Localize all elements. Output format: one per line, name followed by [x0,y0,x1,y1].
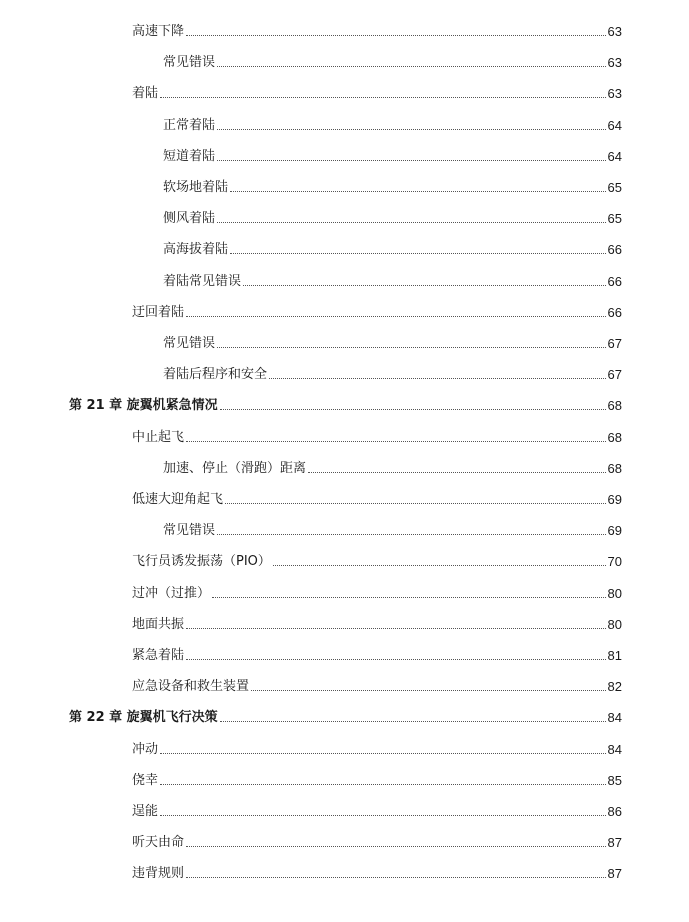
toc-entry[interactable] [132,675,622,695]
toc-dot-leader [212,596,606,598]
toc-dot-leader [217,159,606,161]
toc-entry[interactable] [132,550,622,570]
toc-entry-title: 短道着陆 [163,148,216,164]
toc-entry-title: 紧急着陆 [132,648,185,663]
toc-entry-title: 常见错误 [163,523,216,539]
toc-dot-leader [217,533,606,535]
toc-page-number: 85 [607,772,622,788]
toc-dot-leader [251,689,606,691]
toc-dot-leader [186,658,606,660]
toc-page-number: 69 [607,523,622,539]
toc-dot-leader [186,627,606,629]
toc-entry[interactable] [163,363,622,383]
toc-entry[interactable] [163,332,622,352]
toc-page-number: 70 [607,554,622,570]
toc-page-number: 68 [607,460,622,476]
toc-entry-title: 应急设备和救生装置 [132,679,250,695]
toc-dot-leader [273,564,606,566]
toc-entry[interactable] [163,519,622,539]
toc-page-number: 64 [607,117,622,133]
toc-entry[interactable] [163,457,622,477]
toc-dot-leader [269,377,606,379]
toc-dot-leader [217,346,606,348]
toc-entry[interactable] [132,301,622,321]
toc-page-number: 80 [607,616,622,632]
toc-page-number: 68 [607,429,622,445]
toc-entry-title: 第 21 章 旋翼机紧急情况 [69,398,218,414]
toc-entry-title: 迂回着陆 [132,304,185,320]
toc-entry[interactable] [132,644,622,664]
toc-page-number: 66 [607,273,622,289]
toc-page-number: 66 [607,304,622,320]
toc-page-number: 68 [607,398,622,414]
toc-entry-title: 违背规则 [132,866,185,882]
toc-entry[interactable] [163,145,622,165]
toc-page-number: 63 [607,24,622,39]
toc-dot-leader [186,34,606,36]
toc-entry-title: 逞能 [132,804,159,819]
toc-chapter-entry[interactable] [69,394,622,414]
toc-page-number: 69 [607,492,622,507]
toc-dot-leader [186,315,606,317]
toc-page-number: 87 [607,835,622,851]
toc-page-number: 80 [607,585,622,601]
toc-entry[interactable] [132,426,622,446]
toc-page-number: 65 [607,180,622,195]
toc-entry[interactable] [132,20,622,40]
toc-entry[interactable] [163,51,622,71]
toc-page-number: 82 [607,679,622,695]
toc-dot-leader [308,471,606,473]
toc-dot-leader [225,502,606,504]
toc-entry[interactable] [163,207,622,227]
toc-dot-leader [217,65,606,67]
toc-entry[interactable] [132,82,622,102]
toc-entry[interactable] [132,769,622,789]
toc-dot-leader [186,876,606,878]
toc-entry[interactable] [163,114,622,134]
toc-entry[interactable] [132,582,622,602]
toc-entry-title: 过冲（过推） [132,585,211,601]
toc-entry-title: 常见错误 [163,336,216,351]
toc-page-number: 86 [607,804,622,819]
toc-page-number: 84 [607,710,622,726]
toc-entry-title: 正常着陆 [163,117,216,133]
toc-page-number: 63 [607,86,622,102]
toc-entry-title: 着陆常见错误 [163,273,242,289]
toc-entry-title: 着陆后程序和安全 [163,367,268,383]
toc-chapter-entry[interactable] [69,706,622,726]
toc-page-number: 87 [607,866,622,882]
toc-entry[interactable] [163,238,622,258]
toc-page-number: 84 [607,741,622,757]
toc-dot-leader [220,720,606,722]
toc-dot-leader [186,440,606,442]
toc-entry-title: 加速、停止（滑跑）距离 [163,460,307,476]
toc-page-number: 65 [607,211,622,227]
toc-dot-leader [160,814,606,816]
toc-dot-leader [160,783,606,785]
toc-entry-title: 低速大迎角起飞 [132,492,224,507]
toc-entry-title: 侥幸 [132,772,159,788]
toc-entry[interactable] [132,862,622,882]
toc-entry[interactable] [132,613,622,633]
toc-entry-title: 侧风着陆 [163,211,216,227]
toc-page-number: 67 [607,367,622,383]
toc-dot-leader [243,284,606,286]
toc-dot-leader [186,845,606,847]
toc-dot-leader [230,190,606,192]
toc-entry-title: 听天由命 [132,835,185,851]
toc-page-number: 81 [607,648,622,663]
toc-entry[interactable] [163,270,622,290]
toc-entry[interactable] [132,831,622,851]
toc-entry-title: 软场地着陆 [163,180,229,195]
toc-entry-title: 飞行员诱发振荡（PIO） [132,554,271,570]
toc-dot-leader [160,752,606,754]
toc-entry-title: 第 22 章 旋翼机飞行决策 [69,710,218,726]
toc-dot-leader [230,252,606,254]
toc-page-number: 66 [607,242,622,258]
toc-entry[interactable] [163,176,622,196]
toc-page-number: 67 [607,336,622,351]
toc-page-number: 64 [607,148,622,164]
toc-entry-title: 着陆 [132,86,159,102]
toc-entry-title: 高海拔着陆 [163,242,229,258]
toc-dot-leader [217,128,606,130]
toc-entry[interactable] [132,800,622,820]
toc-dot-leader [217,221,606,223]
toc-dot-leader [220,408,606,410]
toc-dot-leader [160,96,606,98]
toc-entry-title: 高速下降 [132,24,185,39]
toc-page-number: 63 [607,55,622,71]
toc-entry-title: 冲动 [132,741,159,757]
toc-entry[interactable] [132,488,622,508]
toc-entry[interactable] [132,738,622,758]
toc-entry-title: 中止起飞 [132,429,185,445]
toc-entry-title: 地面共振 [132,616,185,632]
toc-entry-title: 常见错误 [163,55,216,71]
